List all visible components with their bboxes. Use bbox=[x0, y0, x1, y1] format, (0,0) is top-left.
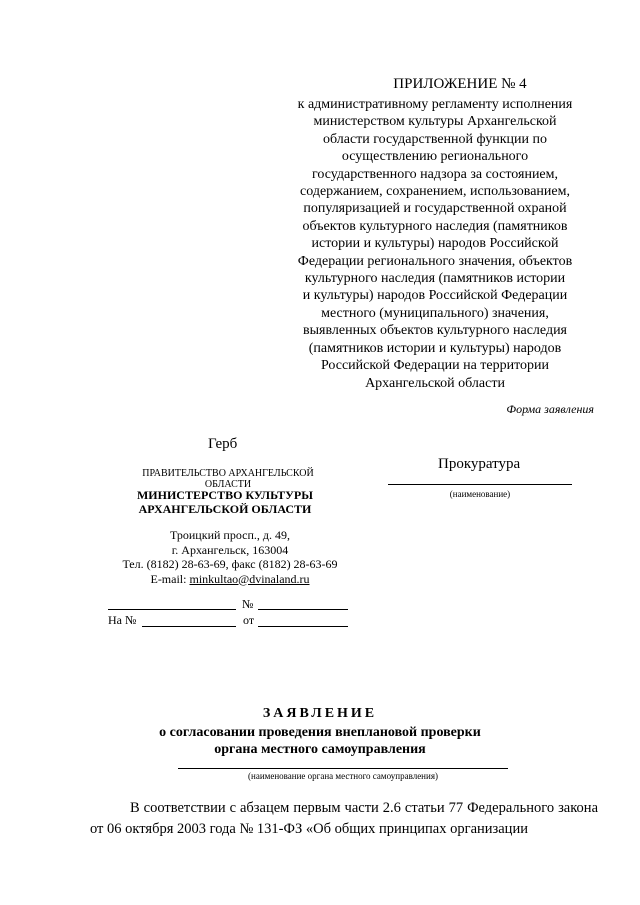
address-email bbox=[100, 572, 360, 587]
appendix-line: Архангельской области bbox=[365, 375, 505, 391]
outgoing-number-line bbox=[258, 609, 348, 610]
ref-date-line bbox=[258, 626, 348, 627]
statement-subtitle bbox=[0, 724, 640, 758]
appendix-line: объектов культурного наследия (памятников bbox=[302, 218, 568, 234]
ministry-name-line: АРХАНГЕЛЬСКОЙ ОБЛАСТИ bbox=[138, 502, 312, 516]
government-name: ПРАВИТЕЛЬСТВО АРХАНГЕЛЬСКОЙ ОБЛАСТИ bbox=[142, 468, 314, 490]
recipient-name: Прокуратура bbox=[438, 456, 521, 472]
appendix-line: осуществлению регионального bbox=[341, 149, 529, 165]
organization-underline bbox=[178, 768, 508, 769]
appendix-line: государственного надзора за состоянием, bbox=[311, 166, 559, 182]
appendix-line: выявленных объектов культурного наследия bbox=[303, 323, 567, 339]
appendix-line: культурного наследия (памятников истории bbox=[304, 271, 566, 287]
appendix-line: содержанием, сохранением, использованием, bbox=[300, 184, 570, 200]
statement-subtitle-line: о согласовании проведения внеплановой проверки bbox=[159, 725, 481, 740]
ref-number-label: На № bbox=[108, 613, 137, 627]
from-label: от bbox=[243, 613, 255, 627]
appendix-line: Российской Федерации на территории bbox=[320, 358, 550, 374]
appendix-line: Федерации регионального значения, объектов bbox=[297, 253, 573, 269]
ministry-name-line: МИНИСТЕРСТВО КУЛЬТУРЫ bbox=[136, 488, 314, 502]
form-label: Форма заявления bbox=[506, 402, 594, 416]
appendix-title: ПРИЛОЖЕНИЕ № 4 bbox=[393, 76, 527, 92]
email-link[interactable]: minkultao@dvinaland.ru bbox=[189, 571, 310, 586]
organization-caption: (наименование органа местного самоуправления) bbox=[248, 771, 438, 781]
statement-title: ЗАЯВЛЕНИЕ bbox=[262, 706, 378, 721]
appendix-line: области государственной функции по bbox=[322, 131, 548, 147]
statement-body: В соответствии с абзацем первым части 2.6 статьи 77 Федерального закона от 06 октября 2003 года № 131-ФЗ «Об общих принципах организации bbox=[90, 800, 598, 837]
recipient-caption: (наименование) bbox=[449, 489, 511, 499]
appendix-line: министерством культуры Архангельской bbox=[313, 114, 557, 130]
ministry-name bbox=[120, 488, 330, 516]
statement-subtitle-line: органа местного самоуправления bbox=[214, 742, 426, 757]
appendix-line: к административному регламенту исполнения bbox=[297, 97, 573, 112]
address-street: Троицкий просп., д. 49, bbox=[170, 528, 290, 542]
appendix-line: истории и культуры) народов Российской bbox=[311, 236, 559, 252]
appendix-description bbox=[280, 96, 590, 392]
ref-number-line bbox=[142, 626, 236, 627]
coat-of-arms-placeholder: Герб bbox=[208, 436, 238, 452]
appendix-line: (памятников истории и культуры) народов bbox=[308, 340, 562, 356]
recipient-underline bbox=[388, 484, 572, 485]
address-phone: Тел. (8182) 28-63-69, факс (8182) 28-63-69 bbox=[122, 557, 338, 571]
address-city: г. Архангельск, 163004 bbox=[171, 542, 289, 557]
sender-address bbox=[100, 528, 360, 586]
appendix-line: и культуры) народов Российской Федерации bbox=[302, 288, 568, 304]
appendix-line: местного (муниципального) значения, bbox=[321, 305, 549, 321]
appendix-line: популяризацией и государственной охраной bbox=[303, 201, 567, 217]
email-label: E-mail: bbox=[150, 571, 190, 586]
outgoing-date-line bbox=[108, 609, 236, 610]
number-sign: № bbox=[242, 597, 254, 611]
